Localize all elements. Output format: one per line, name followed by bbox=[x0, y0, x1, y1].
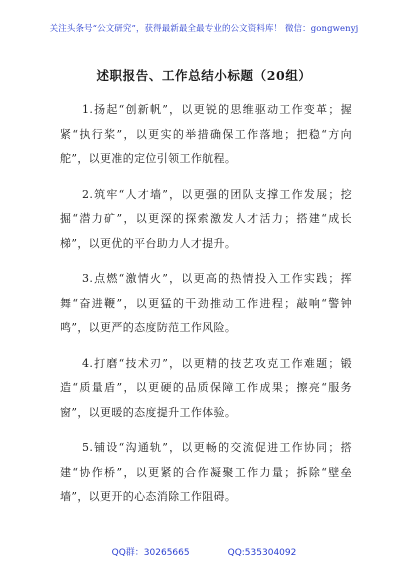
list-item: 1.扬起“创新帆”，以更锐的思维驱动工作变革；握紧“执行桨”，以更实的举措确保工作落地；把稳“方向舵”，以更准的定位引领工作航程。 bbox=[60, 103, 352, 165]
header-promo-note: 关注头条号“公文研究”，获得最新最全最专业的公文资料库！ 微信：gongwenyj bbox=[49, 24, 359, 34]
list-item: 2.筑牢“人才墙”，以更强的团队支撑工作发展；挖掘“潜力矿”，以更深的探索激发人才活力；搭建“成长梯”，以更优的平台助力人才提升。 bbox=[60, 187, 352, 250]
footer-qq-contact: QQ:535304092 bbox=[227, 548, 297, 558]
list-item: 5.铺设“沟通轨”，以更畅的交流促进工作协同；搭建“协作桥”，以更紧的合作凝聚工作力量；拆除“壁垒墙”，以更开的心态消除工作阻碍。 bbox=[60, 441, 352, 503]
footer-qq-group: QQ群：30265665 bbox=[111, 548, 190, 558]
subtitle-list bbox=[60, 98, 352, 521]
list-item: 3.点燃“激情火”，以更高的热情投入工作实践；挥舞“奋进鞭”，以更猛的干劲推动工作进程；敲响“警钟鸣”，以更严的态度防范工作风险。 bbox=[60, 272, 352, 334]
document-title: 述职报告、工作总结小标题（20组） bbox=[96, 68, 312, 83]
list-item: 4.打磨“技术刃”，以更精的技艺攻克工作难题；锻造“质量盾”，以更硬的品质保障工作成果；擦亮“服务窗”，以更暖的态度提升工作体验。 bbox=[60, 356, 352, 419]
footer-contacts bbox=[0, 545, 408, 558]
